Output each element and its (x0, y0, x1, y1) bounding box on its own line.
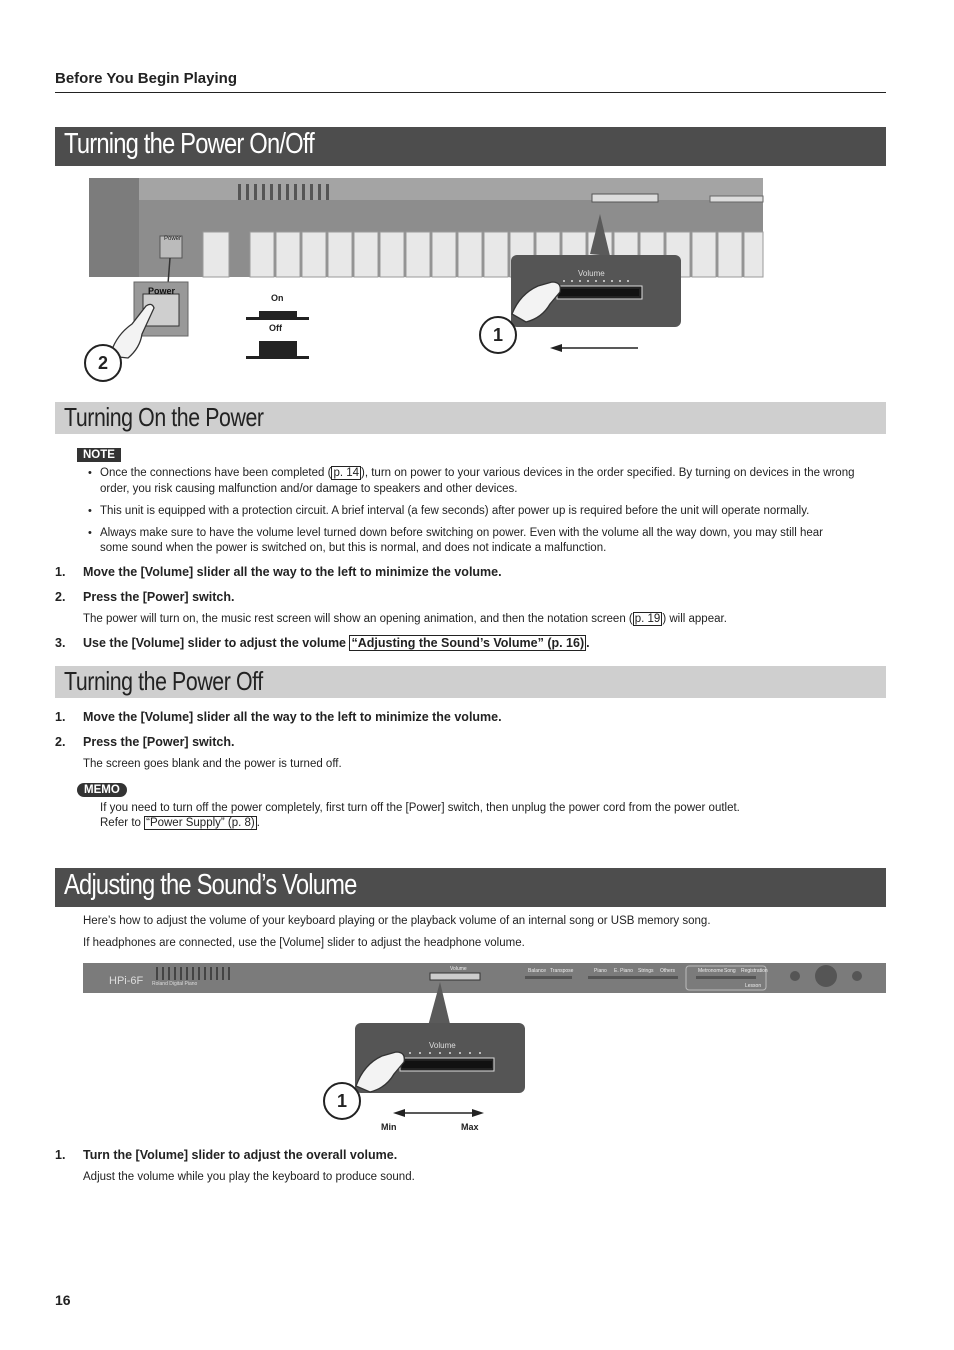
brand-sub: Roland Digital Piano (152, 981, 198, 987)
page-link[interactable]: “Adjusting the Sound’s Volume” (p. 16) (351, 636, 585, 650)
step-text (83, 636, 590, 650)
panel-label: Strings (638, 968, 654, 974)
section-header-on (55, 402, 886, 434)
chapter-title: Before You Begin Playing (55, 70, 237, 87)
section-header-off (55, 666, 886, 698)
text: ) will appear. (662, 613, 727, 625)
step-number: 1. (55, 1148, 66, 1162)
panel-label: Balance (528, 968, 547, 974)
step-text: Press the [Power] switch. (83, 590, 235, 604)
section-title: Turning the Power Off (64, 666, 263, 696)
page-link[interactable]: p. 14 (333, 467, 360, 479)
page-number: 16 (55, 1292, 71, 1308)
step-text: Press the [Power] switch. (83, 735, 235, 749)
step-detail: The screen goes blank and the power is turned off. (83, 758, 342, 770)
paragraph: If headphones are connected, use the [Volume] slider to adjust the headphone volume. (83, 937, 525, 949)
note-bullet-1 (100, 466, 890, 482)
chapter-rule (55, 92, 886, 93)
text: Use the [Volume] slider to adjust the volume (83, 636, 350, 650)
memo-badge: MEMO (77, 783, 127, 797)
section-header-volume (55, 868, 886, 907)
panel-label: Piano (594, 968, 607, 974)
bullet-marker: • (88, 467, 92, 479)
panel-label: Transpose (550, 968, 574, 974)
section-header-power (55, 127, 886, 166)
note-bullet-1-line2: order, you risk causing malfunction and/or damage to speakers and other devices. (100, 483, 518, 495)
panel-label: Volume (450, 966, 467, 972)
min-label: Min (381, 1122, 397, 1132)
page-link[interactable]: “Power Supply” (p. 8) (146, 817, 255, 829)
step-number: 2. (55, 590, 66, 604)
step-marker-1: 1 (479, 316, 517, 354)
step-marker-1: 1 (323, 1082, 361, 1120)
on-label: On (271, 293, 284, 303)
text: Refer to (100, 817, 145, 829)
step-text: Turn the [Volume] slider to adjust the overall volume. (83, 1148, 398, 1162)
power-label: Power (148, 286, 176, 296)
step-number: 1. (55, 565, 66, 579)
text: . (586, 636, 590, 650)
page-link[interactable]: p. 19 (634, 613, 661, 625)
panel-label: Lesson (745, 983, 762, 989)
panel-label: Others (660, 968, 676, 974)
note-bullet-3-line2: some sound when the power is switched on, but this is normal, and does not indicate a malfunction. (100, 542, 607, 554)
memo-text: If you need to turn off the power completely, first turn off the [Power] switch, then unplug the power cord from the power outlet. (100, 802, 740, 814)
paragraph: Here’s how to adjust the volume of your keyboard playing or the playback volume of an internal song or USB memory song. (83, 915, 711, 927)
volume-figure (80, 960, 890, 1140)
bullet-marker: • (88, 505, 92, 517)
text: . (256, 817, 260, 829)
panel-label: Registration (741, 968, 768, 974)
power-label-small: Power (164, 236, 182, 242)
panel-label: E. Piano (614, 968, 633, 974)
volume-label: Volume (578, 269, 605, 278)
section-title: Turning the Power On/Off (64, 128, 314, 160)
section-title: Turning On the Power (64, 402, 264, 432)
step-detail (83, 612, 727, 628)
text: The power will turn on, the music rest screen will show an opening animation, and then the notation screen ( (83, 613, 633, 625)
note-bullet-3: Always make sure to have the volume level turned down before switching on power. Even with the volume all the way down, you may still hear (100, 527, 823, 539)
max-label: Max (461, 1122, 479, 1132)
text: ), turn on power to your various devices in the order specified. By turning on devices in the wrong (361, 467, 855, 479)
power-figure (80, 176, 780, 386)
model-name: HPi-6F (109, 975, 144, 987)
panel-label: Metronome (698, 968, 724, 974)
panel-label: Song (724, 968, 736, 974)
step-marker-2: 2 (84, 344, 122, 382)
memo-ref (100, 816, 260, 832)
step-number: 1. (55, 710, 66, 724)
off-label: Off (269, 323, 282, 333)
text: Once the connections have been completed ( (100, 467, 332, 479)
volume-label: Volume (429, 1041, 456, 1050)
step-detail: Adjust the volume while you play the keyboard to produce sound. (83, 1171, 415, 1183)
note-bullet-2: This unit is equipped with a protection circuit. A brief interval (a few seconds) after power up is required before the unit will operate normally. (100, 505, 810, 517)
step-number: 3. (55, 636, 66, 650)
step-text: Move the [Volume] slider all the way to the left to minimize the volume. (83, 710, 502, 724)
bullet-marker: • (88, 527, 92, 539)
step-number: 2. (55, 735, 66, 749)
step-text: Move the [Volume] slider all the way to the left to minimize the volume. (83, 565, 502, 579)
note-badge: NOTE (77, 448, 121, 462)
section-title: Adjusting the Sound’s Volume (64, 869, 357, 901)
